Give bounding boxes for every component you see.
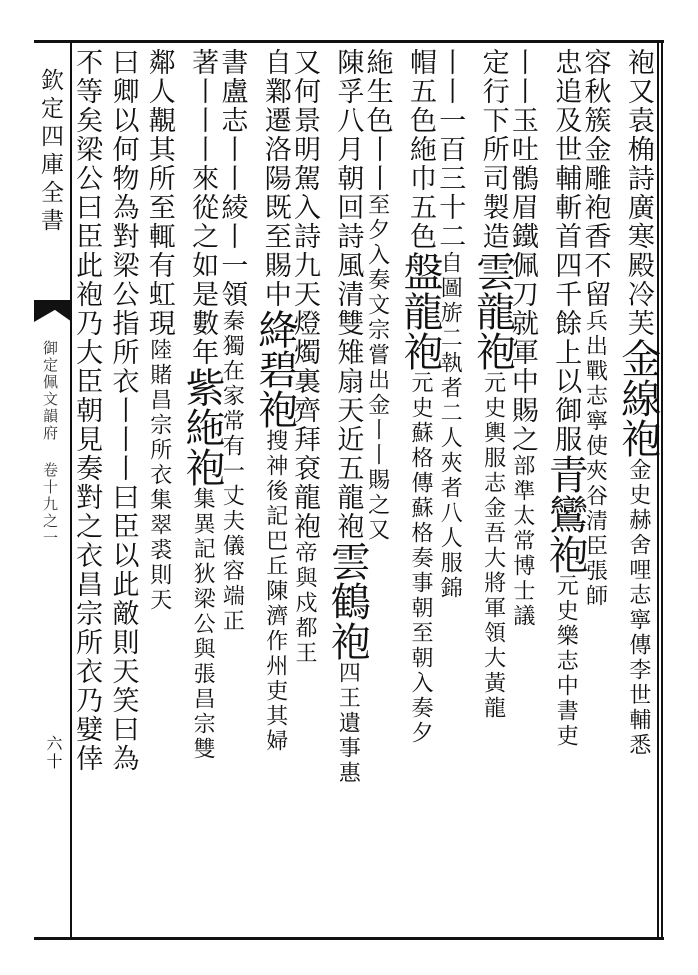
text-column <box>251 48 298 928</box>
text-column <box>143 48 186 928</box>
volume-subtitle: 御定佩文韻府 卷十九之一 <box>41 340 59 547</box>
column-text <box>542 48 589 749</box>
body-text: 陳孚八月朝回詩風清雙雉扇天近五龍袍 <box>332 48 364 541</box>
text-column <box>506 48 549 928</box>
annotation-text: 至夕入奏文宗嘗出金丨丨賜之又 <box>364 193 390 543</box>
right-double-border <box>657 40 663 940</box>
text-column <box>291 48 331 928</box>
annotation-text: 元史蘇格傳蘇格奏事朝至朝入奏夕 <box>407 371 433 746</box>
body-text: 容秋簇金雕袍香不留 <box>579 48 611 309</box>
body-text: 絁生色丨丨 <box>361 48 393 193</box>
annotation-text: 元史樂志中書吏 <box>553 574 579 749</box>
body-text: 定行下所司製造 <box>477 48 509 251</box>
text-column <box>324 48 371 928</box>
text-column <box>396 48 443 928</box>
text-column <box>109 48 149 928</box>
text-column <box>218 48 258 928</box>
annotation-text: 集異記狄梁公與張昌宗雙 <box>190 487 216 762</box>
headword: 金線袍 <box>614 338 661 458</box>
annotation-text: 元史輿服志金吾大將軍領大黃龍 <box>480 371 506 721</box>
body-text: 忠追及世輔斬首四千餘上以御服 <box>550 48 582 454</box>
annotation-text: 自圖旂二執者二人夾者八人服錦 <box>437 251 463 601</box>
column-text <box>614 48 661 758</box>
body-text: 袍又袁桷詩廣寒殿冷芙 <box>622 48 654 338</box>
column-text <box>469 48 516 721</box>
annotation-text: 秦獨在家常有一丈夫儀容端正 <box>219 309 245 634</box>
annotation-text: 四王遺事惠 <box>335 661 361 786</box>
headword: 紫絁袍 <box>179 367 226 487</box>
text-column <box>469 48 516 928</box>
body-text: 著丨丨丨來從之如是數年 <box>187 48 219 367</box>
column-text <box>361 48 393 543</box>
headword: 雲龍袍 <box>469 251 516 371</box>
book-title: 欽定四庫全書 <box>37 68 63 236</box>
body-text: 丨丨一百三十二 <box>434 48 466 251</box>
body-text: 帽五色絁巾五色 <box>404 48 436 251</box>
body-text: 又何景明駕入詩九天燈燭裏齊拜袞龍袍 <box>289 48 321 541</box>
column-text <box>143 48 175 613</box>
headword: 青鸞袍 <box>542 454 589 574</box>
annotation-text: 兵出戰志寧使夾谷清臣張師 <box>582 309 608 609</box>
body-text: 自鄴遷洛陽既至賜中 <box>259 48 291 309</box>
column-text <box>107 48 139 773</box>
text-column <box>179 48 226 928</box>
text-column <box>73 48 113 928</box>
body-text: 丨丨玉吐鶻眉鐵佩刀就軍中賜之 <box>506 48 538 454</box>
annotation-text: 陸賭昌宗所衣集翠裘則天 <box>146 338 172 613</box>
column-text <box>179 48 226 762</box>
column-text <box>71 48 103 773</box>
column-text <box>251 48 298 754</box>
headword: 雲鶴袍 <box>324 541 371 661</box>
body-text: 不等矣梁公曰臣此袍乃大臣朝見奏對之衣昌宗所衣乃嬖倖 <box>71 48 103 773</box>
annotation-text: 金史赫舍哩志寧傳李世輔悉 <box>625 458 651 758</box>
text-column <box>436 48 476 928</box>
column-text <box>396 48 443 746</box>
text-column <box>614 48 661 928</box>
body-text: 書盧志丨丨綾丨一領 <box>216 48 248 309</box>
headword: 盤龍袍 <box>396 251 443 371</box>
annotation-text: 部準太常博士議 <box>509 454 535 629</box>
body-text: 鄰人覯其所至輒有虹現 <box>143 48 175 338</box>
column-text <box>216 48 248 634</box>
text-column <box>361 48 404 928</box>
annotation-text: 帝與戍都王 <box>292 541 318 666</box>
annotation-text: 搜神後記巴丘陳濟作州吏其婦 <box>262 429 288 754</box>
headword: 絳碧袍 <box>251 309 298 429</box>
column-text <box>324 48 371 786</box>
text-column <box>542 48 589 928</box>
folio-number: 六十 <box>44 735 63 771</box>
body-text: 曰卿以何物為對梁公指所衣丨丨丨曰臣以此敵則天笑曰為 <box>107 48 139 773</box>
